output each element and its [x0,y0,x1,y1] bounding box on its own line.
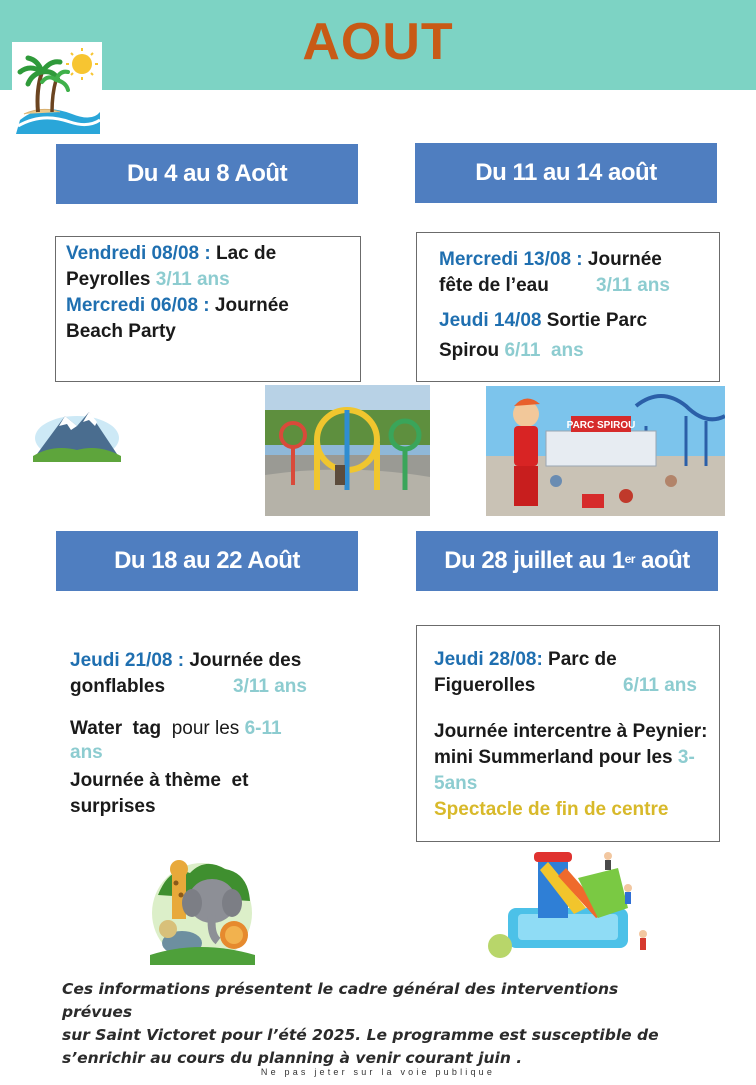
activity-text: surprises [70,796,156,817]
week-header-4-sup: er [624,552,635,566]
activity-highlight: Spectacle de fin de centre [434,799,669,820]
age-range: 3/11 ans [233,676,307,697]
palm-tree-icon [12,42,102,134]
activity-text: Spirou [439,340,505,361]
activity-text: Journée [209,295,289,316]
water-park-photo [265,385,430,516]
age-range: 6/11 ans [623,675,697,696]
activity-text: Journée des [184,650,302,671]
week-3-activities [70,648,360,820]
activity-text: Lac de [210,243,277,264]
activity-text: Beach Party [66,321,176,342]
week-header-4-end: août [634,547,690,574]
activity-date: Mercredi 06/08 : [66,295,210,316]
activity-date: Jeudi 14/08 [439,310,542,331]
age-range: ans [70,742,103,763]
note-line: Ces informations présentent le cadre général des interventions prévues [62,980,619,1021]
age-range: 3/11 ans [596,275,670,296]
week-4-text [434,647,716,823]
info-note [62,978,692,1070]
week-header-1: Du 4 au 8 Août [56,144,358,204]
activity-text: Peyrolles [66,269,156,290]
activity-date: Vendredi 08/08 : [66,243,211,264]
activity-date: Jeudi 21/08 : [70,650,185,671]
age-range: 3- [677,747,695,768]
activity-date: Jeudi 28/08: [434,649,543,670]
activity-text: Sortie Parc [541,310,648,331]
activity-text: mini Summerland pour les [434,747,678,768]
mountain-image [33,404,121,462]
week-header-3: Du 18 au 22 Août [56,531,358,591]
week-1-text [66,241,356,345]
inflatable-slide-illustration [478,848,658,960]
week-header-2: Du 11 au 14 août [415,143,717,203]
week-header-4 [416,531,718,591]
activity-text: gonflables [70,676,166,697]
activity-text: Parc de [542,649,617,670]
week-header-4-main: Du 28 juillet au 1 [444,547,625,574]
activity-text: fête de l’eau [439,275,549,296]
footer-text: Ne pas jeter sur la voie publique [260,1067,496,1077]
activity-text: Figuerolles [434,675,536,696]
age-range: 6-11 [244,718,282,739]
activity-text: Water tag [70,718,172,739]
park-sign: PARC SPIROU [566,420,636,431]
page-title: AOUT [302,13,454,71]
activity-text-normal: pour les [171,718,245,739]
week-2-text [439,247,714,364]
activity-text: Journée à thème et [70,770,249,791]
spirou-park-image [486,386,725,516]
activity-date: Mercredi 13/08 : [439,249,583,270]
note-line: sur Saint Victoret pour l’été 2025. Le programme est susceptible de [62,1026,659,1044]
animals-illustration [150,855,255,965]
age-range: 3/11 ans [155,269,230,290]
activity-text: Journée intercentre à Peynier: [434,721,708,742]
age-range: 6/11 ans [504,340,584,361]
beach-logo [12,42,102,134]
note-line: s’enrichir au cours du planning à venir courant juin . [62,1049,523,1067]
age-range: 5ans [434,773,478,794]
activity-text: Journée [582,249,662,270]
